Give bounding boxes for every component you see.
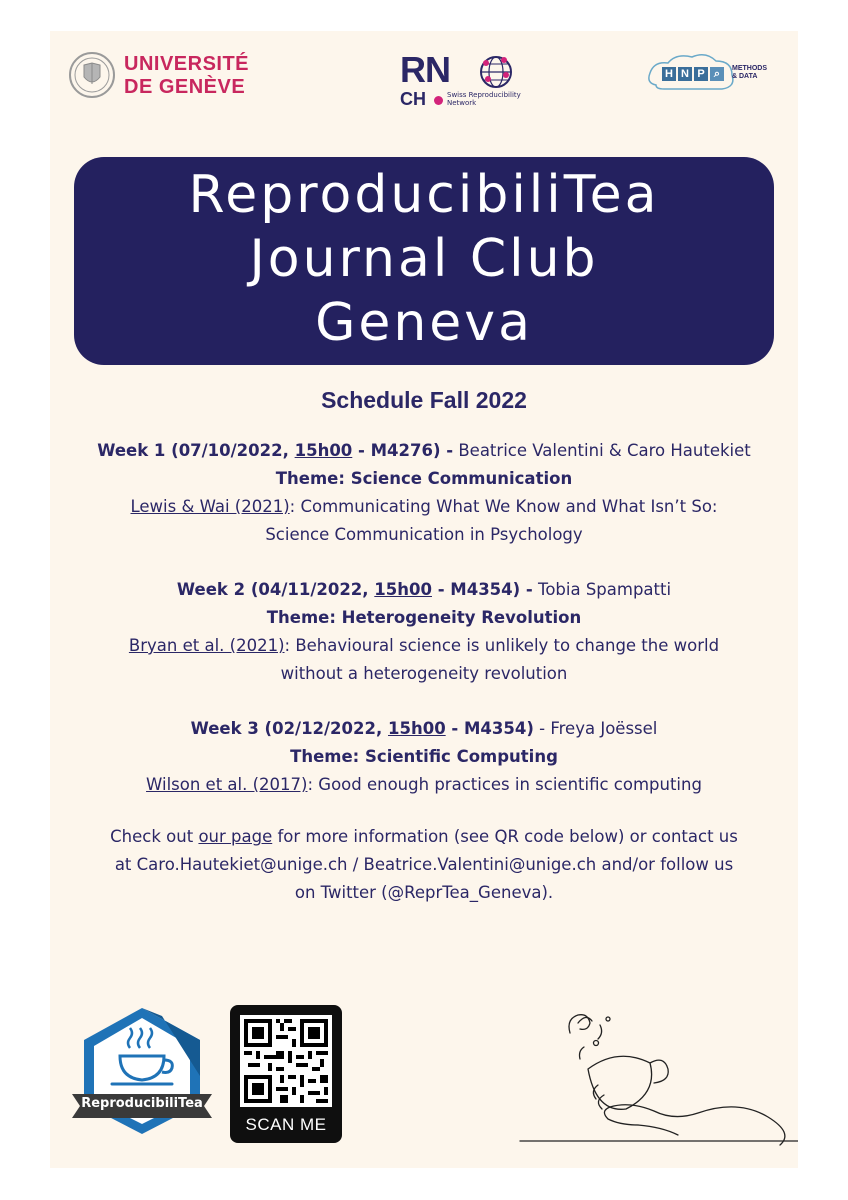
week-header [50,715,798,743]
week-theme: Theme: Science Communication [275,469,573,488]
unige-name [124,53,249,99]
rnch-ch-text: CH [400,89,426,109]
teacup-hexagon-icon [72,1006,212,1136]
hnp-letter-p: P [694,67,708,81]
paper-title-line1: : Behavioural science is unlikely to change the world [284,636,720,655]
network-globe-icon [476,55,516,89]
rnch-logo [400,51,530,121]
week-time: 15h00 [374,580,432,599]
contact-line-2: at Caro.Hautekiet@unige.ch / Beatrice.Valentini@unige.ch and/or follow us [114,855,734,874]
week-room: - M4276) - [352,441,454,460]
paper-reference-link[interactable]: Bryan et al. (2021) [128,636,285,655]
hnp-letters [662,67,724,81]
week-presenters: - Freya Joëssel [533,719,658,738]
contact-info [50,823,798,907]
week-theme: Theme: Scientific Computing [290,747,558,766]
badge-label: ReproducibiliTea [81,1096,203,1111]
week-paper [50,771,798,799]
hnp-logo [646,51,776,97]
poster [50,31,798,1168]
unige-name-line1: UNIVERSITÉ [124,53,250,75]
week-header [50,576,798,604]
week-label: Week 1 (07/10/2022, [97,441,295,460]
week-paper [50,493,798,521]
magnifier-icon: ⌕ [710,67,724,81]
paper-reference-link[interactable]: Wilson et al. (2017) [146,775,308,794]
paper-reference-link[interactable]: Lewis & Wai (2021) [130,497,290,516]
paper-title-line2: without a heterogeneity revolution [280,664,568,683]
contact-line-1-post: for more information (see QR code below) or contact us [272,827,738,846]
week-label: Week 2 (04/11/2022, [176,580,375,599]
unige-name-line2: DE GENÈVE [124,76,246,98]
week-item [50,576,798,688]
rnch-dot [434,96,443,105]
unige-logo [68,51,258,111]
qr-code [240,1015,332,1107]
paper-title-line1: : Good enough practices in scientific computing [307,775,702,794]
week-header [50,437,798,465]
schedule-list [50,437,798,826]
schedule-heading: Schedule Fall 2022 [321,387,527,413]
week-time: 15h00 [388,719,446,738]
unige-seal-icon [68,51,116,99]
hnp-letter-h: H [662,67,676,81]
week-room: - M4354) [445,719,534,738]
hand-teacup-illustration [514,1003,798,1153]
qr-code-icon [240,1015,332,1107]
contact-line-1 [50,823,798,851]
paper-title-line1: : Communicating What We Know and What Isn’t So: [289,497,718,516]
week-presenters: Tobia Spampatti [532,580,672,599]
title-line-2: Journal Club [249,229,599,289]
our-page-link[interactable]: our page [198,827,273,846]
title-banner [74,157,774,365]
title-line-3: Geneva [315,293,533,353]
week-paper [50,632,798,660]
week-label: Week 3 (02/12/2022, [190,719,388,738]
reproducibilitea-badge [72,1006,212,1136]
rnch-rn-text: RN [400,49,450,90]
paper-title-line2: Science Communication in Psychology [265,525,583,544]
scan-me-label: SCAN ME [245,1115,327,1134]
week-presenters: Beatrice Valentini & Caro Hautekiet [453,441,751,460]
hnp-subtitle: METHODS & DATA [732,65,767,80]
contact-line-3: on Twitter (@ReprTea_Geneva). [294,883,554,902]
week-theme: Theme: Heterogeneity Revolution [266,608,582,627]
title-line-1: ReproducibiliTea [188,165,660,225]
week-item [50,437,798,549]
hnp-letter-n: N [678,67,692,81]
qr-code-card[interactable] [230,1005,342,1143]
rnch-tagline: Swiss Reproducibility Network [447,91,521,107]
week-item [50,715,798,799]
week-room: - M4354) - [431,580,533,599]
contact-line-1-pre: Check out [110,827,199,846]
week-time: 15h00 [294,441,353,460]
page-title [74,163,774,355]
